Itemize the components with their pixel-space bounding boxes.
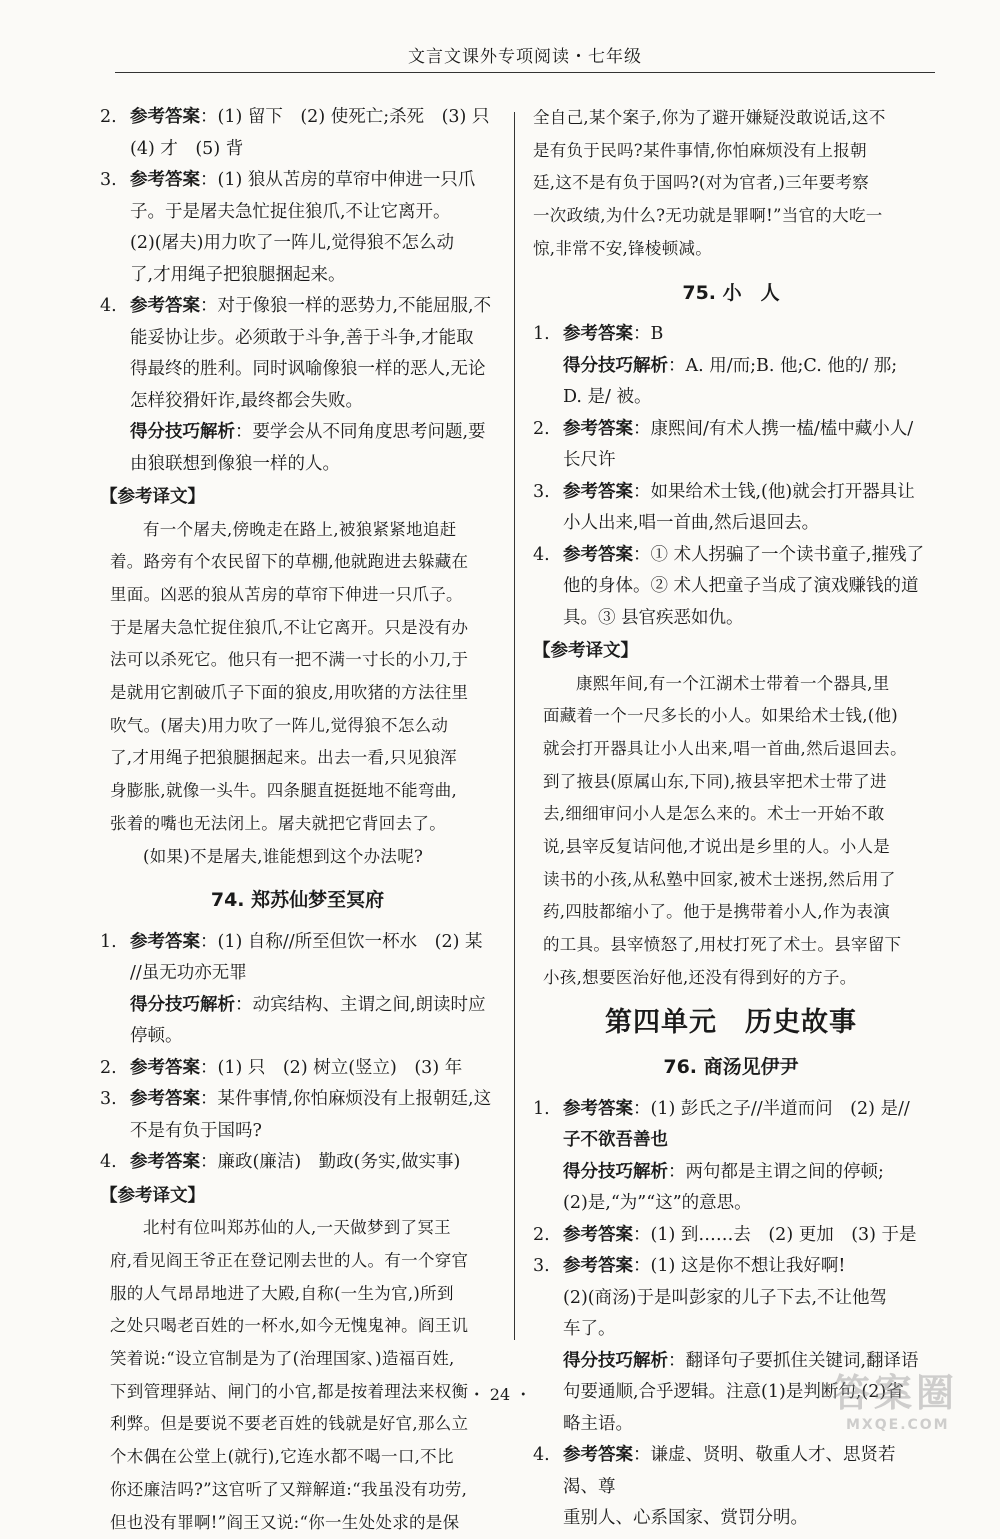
watermark-text: 答案圈: [832, 1371, 959, 1415]
answer-3: [100, 165, 495, 291]
skill-text: 句要通顺,合乎逻辑。注意(1)是判断句,(2)省: [563, 1382, 904, 1403]
section-title-74: 74. 郑苏仙梦至冥府: [210, 889, 385, 912]
item-number: 2.: [100, 1057, 117, 1078]
answer-label: 参考答案: [563, 1098, 633, 1119]
translation-line: 一次政绩,为什么?无功就是罪啊!”当官的大吃一: [533, 206, 883, 226]
answer-label: 参考答案: [130, 107, 200, 127]
translation-line: 去,细细审问小人是怎么来的。术士一开始不敢: [543, 804, 885, 824]
answer-75-4: [533, 540, 929, 635]
translation-line: 北村有位叫郑苏仙的人,一天做梦到了冥王: [143, 1218, 451, 1238]
answer-text: 小人出来,唱一首曲,然后退回去。: [563, 513, 820, 534]
unit-title: 第四单元 历史故事: [605, 1006, 857, 1038]
answer-label: 参考答案: [130, 1089, 200, 1110]
skill-text: ：翻译句子要抓住关键词,翻译语: [668, 1350, 919, 1371]
item-number: 2.: [533, 418, 550, 439]
translation-line: 吹气。(屠夫)用力吹了一阵儿,觉得狼不怎么动: [110, 715, 449, 735]
answer-text: ：对于像狼一样的恶势力,不能屈服,不: [200, 296, 492, 316]
answer-text: ：某件事情,你怕麻烦没有上报朝廷,这: [200, 1089, 492, 1110]
answer-label: 参考答案: [563, 481, 633, 502]
item-number: 4.: [100, 1152, 117, 1173]
translation-line: 药,四肢都缩小了。他于是携带着小人,作为表演: [543, 902, 891, 922]
translation-line: 是就用它割破爪子下面的狼皮,用吹猪的方法往里: [110, 683, 469, 703]
translation-line: 小孩,想要医治好他,还没有得到好的方子。: [543, 967, 857, 987]
answer-2: [100, 102, 495, 165]
translation-line: 读书的小孩,从私塾中回家,被术士迷拐,然后用了: [543, 869, 896, 889]
item-number: 3.: [100, 170, 117, 190]
answer-4: [100, 291, 495, 480]
translation-line: 于是屠夫急忙捉住狼爪,不让它离开。只是没有办: [110, 617, 469, 637]
reference-translation-label: 【参考译文】: [100, 487, 205, 507]
answer-text: (2)(商汤)于是叫彭家的儿子下去,不让他驾: [563, 1287, 888, 1308]
item-number: 3.: [533, 1256, 550, 1277]
translation-block: [533, 668, 929, 995]
answer-text: ：B: [633, 324, 664, 345]
translation-line: 全自己,某个案子,你为了避开嫌疑没敢说话,这不: [533, 108, 886, 127]
skill-text: ：动宾结构、主谓之间,朗读时应: [235, 994, 486, 1015]
answer-label: 参考答案: [563, 544, 633, 565]
section-title-75: 75. 小 人: [682, 281, 780, 304]
answer-text: (2)(屠夫)用力吹了一阵儿,觉得狼不怎么动: [130, 233, 455, 253]
translation-line: 面藏着一个一尺多长的小人。如果给术士钱,(他): [543, 706, 899, 726]
answer-74-1: [100, 927, 495, 1053]
answer-text: 车了。: [563, 1319, 616, 1340]
answer-text: //虽无功亦无罪: [130, 963, 247, 984]
watermark-url: MXQE.COM: [846, 1417, 950, 1433]
skill-text: D. 是/ 被。: [563, 387, 652, 408]
answer-text: 怎样狡猾奸诈,最终都会失败。: [130, 390, 364, 411]
translation-line: (如果)不是屠夫,谁能想到这个办法呢?: [143, 846, 424, 866]
skill-label: 得分技巧解析: [563, 1161, 668, 1182]
skill-label: 得分技巧解析: [130, 422, 235, 442]
answer-76-4: [533, 1440, 929, 1535]
answer-label: 参考答案: [130, 1057, 200, 1078]
header-rule: [115, 72, 935, 73]
answer-text: 他的身体。② 术人把童子当成了演戏赚钱的道: [563, 576, 919, 597]
answer-text: 具。③ 县官疾恶如仇。: [563, 607, 744, 628]
skill-label: 得分技巧解析: [563, 1350, 668, 1371]
answer-label: 参考答案: [563, 418, 633, 439]
translation-continued: [533, 102, 929, 266]
reference-translation-label: 【参考译文】: [533, 641, 638, 662]
answer-text: 子。于是屠夫急忙捉住狼爪,不让它离开。: [130, 201, 451, 222]
answer-text: 能妥协让步。必须敢于斗争,善于斗争,才能取: [130, 327, 474, 348]
translation-line: 服的人气昂昂地进了大殿,自称(一生为官,)所到: [110, 1283, 454, 1303]
skill-text: ：两句都是主谓之间的停顿;: [668, 1161, 884, 1182]
answer-text: (4) 才 (5) 背: [130, 138, 244, 159]
answer-text: ：廉政(廉洁) 勤政(务实,做实事): [200, 1152, 461, 1173]
reference-translation-label: 【参考译文】: [100, 1185, 205, 1206]
translation-line: 有一个屠夫,傍晚走在路上,被狼紧紧地追赶: [143, 519, 457, 539]
translation-line: 说,县宰反复诘问他,才说出是乡里的人。小人是: [543, 837, 891, 857]
answer-text: 长尺许: [563, 450, 616, 471]
item-number: 1.: [100, 931, 117, 952]
watermark-logo: [832, 1362, 982, 1432]
item-number: 2.: [100, 107, 117, 127]
item-number: 1.: [533, 1098, 550, 1119]
answer-text: ：(1) 彭氏之子//半道而问 (2) 是//: [633, 1098, 910, 1119]
item-number: 1.: [533, 324, 550, 345]
answer-text: ：① 术人拐骗了一个读书童子,摧残了: [633, 544, 925, 565]
translation-line: 惊,非常不安,锋棱顿减。: [533, 238, 713, 258]
answer-text: ：(1) 只 (2) 树立(竖立) (3) 年: [200, 1057, 463, 1078]
answer-text: ：(1) 留下 (2) 使死亡;杀死 (3) 只: [200, 107, 490, 127]
translation-line: 就会打开器具让小人出来,唱一首曲,然后退回去。: [543, 738, 907, 758]
translation-line: 身膨胀,就像一头牛。四条腿直挺挺地不能弯曲,: [110, 781, 458, 801]
translation-line: 到了掖县(原属山东,下同),掖县宰把术士带了进: [543, 771, 887, 791]
answer-label: 参考答案: [130, 931, 200, 952]
translation-line: 法可以杀死它。他只有一把不满一寸长的小刀,于: [110, 650, 469, 670]
column-divider: [514, 112, 515, 1340]
answer-text: 子不欲吾善也: [563, 1130, 668, 1151]
answer-74-4: [100, 1147, 495, 1179]
item-number: 2.: [533, 1224, 550, 1245]
answer-text: ：(1) 狼从苫房的草帘中伸进一只爪: [200, 170, 476, 190]
answer-text: ：康熙间/有术人携一榼/榼中藏小人/: [633, 418, 914, 439]
answer-text: ：(1) 自称//所至但饮一杯水 (2) 某: [200, 931, 483, 952]
answer-text: 得最终的胜利。同时讽喻像狼一样的恶人,无论: [130, 359, 486, 379]
skill-text: 由狼联想到像狼一样的人。: [130, 453, 340, 474]
answer-text: ：(1) 到……去 (2) 更加 (3) 于是: [633, 1224, 917, 1245]
answer-75-2: [533, 414, 929, 477]
skill-text: ：要学会从不同角度思考问题,要: [235, 422, 486, 442]
translation-line: 你还廉洁吗?”这官听了又辩解道:“我虽没有功劳,: [110, 1479, 468, 1499]
translation-line: 张着的嘴也无法闭上。屠夫就把它背回去了。: [110, 813, 446, 833]
answer-75-1: [533, 319, 929, 414]
answer-74-2: [100, 1053, 495, 1085]
answer-75-3: [533, 477, 929, 540]
skill-label: 得分技巧解析: [563, 355, 668, 376]
translation-line: 里面。凶恶的狼从苫房的草帘下伸进一只爪子。: [110, 584, 463, 604]
answer-label: 参考答案: [130, 1152, 200, 1173]
skill-label: 得分技巧解析: [130, 994, 235, 1015]
answer-text: 重别人、心系国家、赏罚分明。: [563, 1508, 808, 1529]
item-number: 3.: [533, 481, 550, 502]
translation-line: 康熙年间,有一个江湖术士带着一个器具,里: [576, 673, 890, 693]
answer-label: 参考答案: [563, 324, 633, 345]
skill-text: 停顿。: [130, 1026, 183, 1047]
item-number: 4.: [533, 1445, 550, 1466]
translation-line: 下到管理驿站、闸门的小官,都是按着理法来权衡: [110, 1381, 469, 1401]
answer-text: ：谦虚、贤明、敬重人才、思贤若渴、尊: [563, 1445, 896, 1497]
answer-label: 参考答案: [563, 1256, 633, 1277]
answer-label: 参考答案: [563, 1445, 633, 1466]
answer-76-2: [533, 1220, 929, 1252]
skill-text: (2)是,“为”“这”的意思。: [563, 1193, 752, 1214]
answer-text: ：如果给术士钱,(他)就会打开器具让: [633, 481, 915, 502]
item-number: 4.: [533, 544, 550, 565]
item-number: 3.: [100, 1089, 117, 1110]
page-number: ・ 24 ・: [468, 1385, 532, 1404]
section-title-76: 76. 商汤见伊尹: [663, 1056, 799, 1079]
translation-line: 了,才用绳子把狼腿捆起来。出去一看,只见狼浑: [110, 748, 458, 768]
right-column: [533, 102, 929, 1535]
translation-line: 廷,这不是有负于国吗?(对为官者,)三年要考察: [533, 173, 870, 193]
translation-line: 着。路旁有个农民留下的草棚,他就跑进去躲藏在: [110, 552, 469, 572]
answer-76-1: [533, 1094, 929, 1220]
page-header: 文言文课外专项阅读・七年级: [408, 47, 642, 67]
translation-line: 笑着说:“设立官制是为了(治理国家、)造福百姓,: [110, 1349, 455, 1369]
answer-label: 参考答案: [563, 1224, 633, 1245]
translation-block: [100, 1212, 495, 1539]
translation-line: 府,看见阎王爷正在登记刚去世的人。有一个穿官: [110, 1250, 469, 1270]
answer-74-3: [100, 1084, 495, 1147]
translation-line: 但也没有罪啊!”阎王又说:“你一生处处求的是保: [110, 1512, 460, 1532]
skill-text: ：A. 用/而;B. 他;C. 他的/ 那;: [668, 355, 898, 376]
skill-text: 略主语。: [563, 1413, 633, 1434]
translation-line: 是有负于民吗?某件事情,你怕麻烦没有上报朝: [533, 140, 867, 160]
translation-line: 之处只喝老百姓的一杯水,如今无愧鬼神。阎王讥: [110, 1316, 469, 1336]
translation-line: 个木偶在公堂上(就行),它连水都不喝一口,不比: [110, 1447, 454, 1467]
translation-line: 利弊。但是要说不要老百姓的钱就是好官,那么立: [110, 1414, 469, 1434]
translation-line: 的工具。县宰愤怒了,用杖打死了术士。县宰留下: [543, 935, 902, 955]
answer-text: ：(1) 这是你不想让我好啊!: [633, 1256, 846, 1277]
translation-block: [100, 514, 495, 874]
left-column: [100, 102, 495, 1539]
answer-label: 参考答案: [130, 296, 200, 316]
answer-label: 参考答案: [130, 170, 200, 190]
item-number: 4.: [100, 296, 117, 316]
answer-text: 不是有负于国吗?: [130, 1120, 262, 1141]
answer-text: 了,才用绳子把狼腿捆起来。: [130, 264, 346, 285]
